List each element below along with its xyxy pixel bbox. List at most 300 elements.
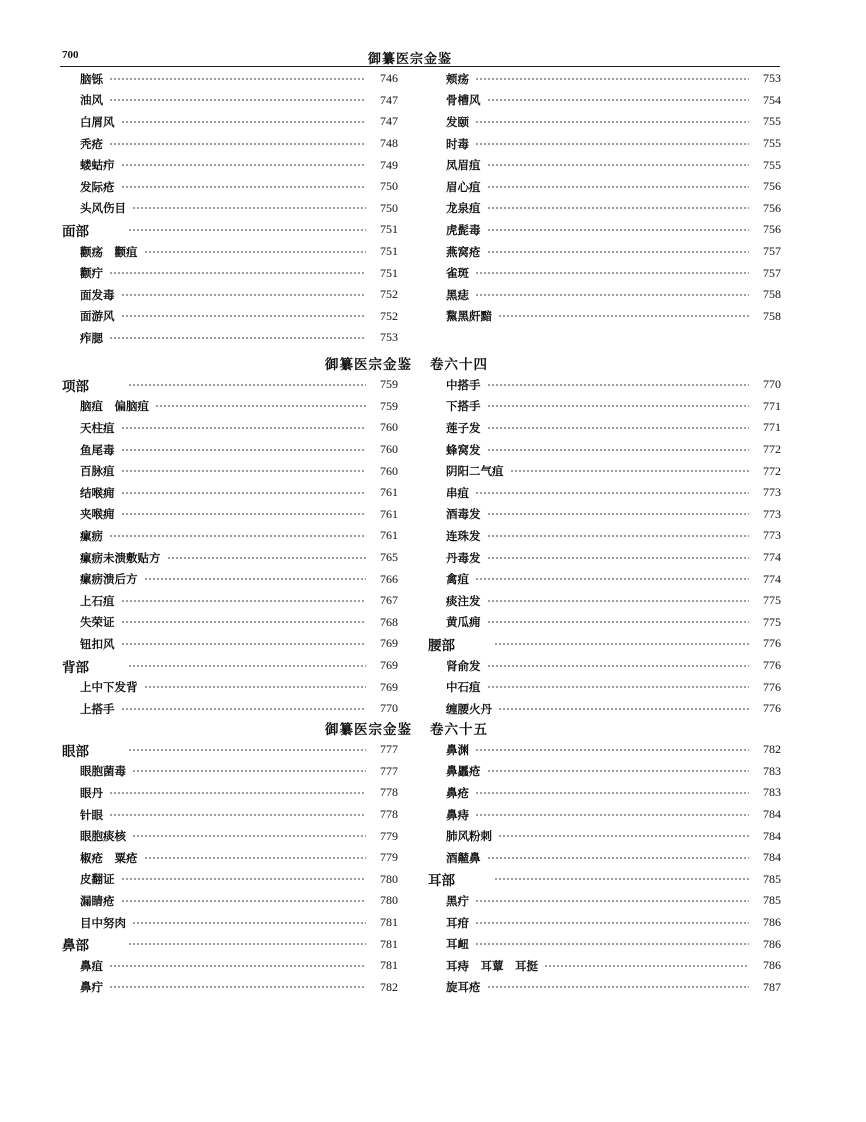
toc-column-right	[428, 374, 781, 720]
entry-page-number: 747	[380, 92, 398, 107]
dot-leader	[128, 749, 366, 751]
entry-page-number: 777	[380, 742, 398, 757]
running-title: 御纂医宗金鉴	[368, 52, 453, 67]
entry-page-number: 755	[763, 157, 781, 172]
toc-entry[interactable]	[80, 847, 398, 869]
entry-title: 脑疽 偏脑疽	[80, 399, 149, 414]
entry-title: 耳疳	[446, 915, 469, 930]
toc-entry[interactable]	[446, 568, 781, 590]
dot-leader	[144, 578, 367, 580]
entry-page-number: 751	[380, 244, 398, 259]
toc-part-entry[interactable]	[428, 869, 781, 891]
entry-page-number: 773	[763, 528, 781, 543]
dot-leader	[128, 943, 366, 945]
entry-page-number: 750	[380, 200, 398, 215]
dot-leader	[109, 99, 366, 101]
toc-entry[interactable]	[446, 417, 781, 439]
dot-leader	[109, 965, 366, 967]
toc-entry[interactable]	[80, 504, 398, 526]
toc-entry[interactable]	[80, 890, 398, 912]
toc-entry[interactable]	[80, 869, 398, 891]
entry-page-number: 760	[380, 420, 398, 435]
entry-title: 连珠发	[446, 528, 481, 543]
entry-title: 白屑风	[80, 114, 115, 129]
toc-entry[interactable]	[80, 568, 398, 590]
toc-part-entry[interactable]	[62, 219, 398, 241]
toc-entry[interactable]	[80, 68, 398, 90]
dot-leader	[121, 470, 367, 472]
dot-leader	[121, 449, 367, 451]
entry-title: 眼胞痰核	[80, 829, 126, 844]
entry-title: 头风伤目	[80, 201, 126, 216]
entry-title: 腰部	[428, 637, 455, 654]
toc-entry[interactable]	[446, 284, 781, 306]
entry-page-number: 786	[763, 915, 781, 930]
toc-entry[interactable]	[446, 460, 781, 482]
dot-leader	[121, 900, 367, 902]
entry-page-number: 760	[380, 463, 398, 478]
toc-column-right	[428, 739, 781, 998]
entry-page-number: 756	[763, 222, 781, 237]
dot-leader	[121, 878, 367, 880]
dot-leader	[487, 207, 750, 209]
dot-leader	[128, 384, 366, 386]
entry-page-number: 784	[763, 850, 781, 865]
entry-page-number: 761	[380, 506, 398, 521]
toc-part-entry[interactable]	[62, 739, 398, 761]
entry-page-number: 783	[763, 785, 781, 800]
entry-title: 丹毒发	[446, 550, 481, 565]
entry-page-number: 760	[380, 442, 398, 457]
toc-entry[interactable]	[446, 306, 781, 328]
dot-leader	[498, 708, 749, 710]
entry-title: 凤眉疽	[446, 158, 481, 173]
entry-title: 雀斑	[446, 266, 469, 281]
entry-title: 颊疡	[446, 71, 469, 86]
entry-page-number: 778	[380, 807, 398, 822]
dot-leader	[475, 749, 749, 751]
entry-title: 鱼尾毒	[80, 442, 115, 457]
dot-leader	[121, 643, 367, 645]
dot-leader	[155, 405, 366, 407]
entry-title: 鼻疽	[80, 958, 103, 973]
entry-page-number: 755	[763, 136, 781, 151]
dot-leader	[109, 78, 366, 80]
entry-page-number: 773	[763, 506, 781, 521]
toc-entry[interactable]	[446, 847, 781, 869]
dot-leader	[494, 643, 749, 645]
dot-leader	[487, 535, 750, 537]
toc-entry[interactable]	[446, 154, 781, 176]
entry-page-number: 774	[763, 550, 781, 565]
entry-title: 结喉痈	[80, 485, 115, 500]
toc-entry[interactable]	[446, 547, 781, 569]
toc-entry[interactable]	[446, 804, 781, 826]
entry-page-number: 770	[380, 701, 398, 716]
entry-title: 肾俞发	[446, 658, 481, 673]
entry-title: 眼部	[62, 743, 89, 760]
entry-page-number: 767	[380, 593, 398, 608]
toc-entry[interactable]	[80, 782, 398, 804]
entry-page-number: 758	[763, 308, 781, 323]
dot-leader	[475, 943, 749, 945]
toc-entry[interactable]	[80, 612, 398, 634]
entry-title: 蝼蛄疖	[80, 158, 115, 173]
toc-entry[interactable]	[80, 306, 398, 328]
entry-title: 天柱疽	[80, 420, 115, 435]
toc-entry[interactable]	[80, 241, 398, 263]
toc-entry[interactable]	[80, 804, 398, 826]
dot-leader	[109, 792, 366, 794]
entry-page-number: 781	[380, 958, 398, 973]
entry-title: 上搭手	[80, 701, 115, 716]
toc-entry[interactable]	[80, 90, 398, 112]
entry-title: 耳衄	[446, 937, 469, 952]
entry-page-number: 752	[380, 287, 398, 302]
entry-title: 痰注发	[446, 593, 481, 608]
dot-leader	[121, 600, 367, 602]
toc-entry[interactable]	[80, 676, 398, 698]
entry-title: 椒疮 粟疮	[80, 850, 138, 865]
dot-leader	[121, 294, 367, 296]
entry-title: 项部	[62, 378, 89, 395]
entry-page-number: 779	[380, 850, 398, 865]
entry-page-number: 753	[763, 71, 781, 86]
toc-entry[interactable]	[80, 396, 398, 418]
entry-title: 夹喉痈	[80, 507, 115, 522]
toc-entry[interactable]	[446, 374, 781, 396]
dot-leader	[121, 621, 367, 623]
entry-title: 酒齄鼻	[446, 850, 481, 865]
toc-part-entry[interactable]	[428, 633, 781, 655]
entry-title: 鼻痔	[446, 807, 469, 822]
toc-entry[interactable]	[80, 262, 398, 284]
entry-page-number: 780	[380, 893, 398, 908]
entry-page-number: 753	[380, 330, 398, 345]
dot-leader	[121, 708, 367, 710]
entry-title: 目中努肉	[80, 915, 126, 930]
entry-page-number: 749	[380, 157, 398, 172]
entry-title: 禽疽	[446, 572, 469, 587]
dot-leader	[132, 835, 366, 837]
dot-leader	[121, 186, 367, 188]
dot-leader	[494, 878, 749, 880]
dot-leader	[487, 384, 750, 386]
entry-page-number: 751	[380, 222, 398, 237]
entry-page-number: 757	[763, 265, 781, 280]
dot-leader	[475, 272, 749, 274]
volume-number: 卷六十四	[430, 357, 488, 373]
dot-leader	[487, 621, 750, 623]
toc-entry[interactable]	[446, 977, 781, 999]
entry-title: 脑铄	[80, 71, 103, 86]
entry-page-number: 759	[380, 398, 398, 413]
toc-entry[interactable]	[446, 890, 781, 912]
entry-title: 肺风粉刺	[446, 829, 492, 844]
toc-entry[interactable]	[80, 977, 398, 999]
toc-entry[interactable]	[80, 955, 398, 977]
entry-title: 瘰疬未溃敷贴方	[80, 550, 161, 565]
toc-column-left	[62, 374, 398, 720]
entry-title: 颧疡 颧疽	[80, 244, 138, 259]
entry-title: 耳部	[428, 873, 455, 890]
entry-title: 耳痔 耳蕈 耳挺	[446, 958, 538, 973]
entry-page-number: 748	[380, 136, 398, 151]
toc-entry[interactable]	[80, 547, 398, 569]
entry-page-number: 785	[763, 871, 781, 886]
dot-leader	[487, 427, 750, 429]
entry-page-number: 782	[380, 979, 398, 994]
toc-entry[interactable]	[80, 176, 398, 198]
toc-entry[interactable]	[80, 284, 398, 306]
volume-heading	[325, 353, 506, 373]
dot-leader	[544, 965, 749, 967]
dot-leader	[475, 492, 749, 494]
entry-title: 针眼	[80, 807, 103, 822]
toc-entry[interactable]	[446, 782, 781, 804]
toc-entry[interactable]	[446, 439, 781, 461]
dot-leader	[132, 770, 366, 772]
toc-entry[interactable]	[80, 327, 398, 349]
dot-leader	[487, 986, 750, 988]
dot-leader	[109, 272, 366, 274]
entry-page-number: 770	[763, 377, 781, 392]
toc-entry[interactable]	[80, 825, 398, 847]
dot-leader	[487, 229, 750, 231]
toc-entry[interactable]	[446, 933, 781, 955]
entry-page-number: 765	[380, 550, 398, 565]
entry-page-number: 786	[763, 958, 781, 973]
entry-page-number: 771	[763, 420, 781, 435]
entry-title: 鼻部	[62, 938, 89, 955]
entry-page-number: 771	[763, 398, 781, 413]
volume-book-title: 御纂医宗金鉴	[325, 357, 412, 373]
entry-page-number: 780	[380, 871, 398, 886]
dot-leader	[487, 665, 750, 667]
entry-title: 瘰疬溃后方	[80, 572, 138, 587]
toc-entry[interactable]	[80, 761, 398, 783]
dot-leader	[475, 143, 749, 145]
entry-title: 燕窝疮	[446, 244, 481, 259]
entry-page-number: 747	[380, 114, 398, 129]
entry-title: 发颐	[446, 114, 469, 129]
entry-page-number: 777	[380, 763, 398, 778]
dot-leader	[132, 207, 366, 209]
entry-title: 龙泉疽	[446, 201, 481, 216]
dot-leader	[487, 857, 750, 859]
entry-page-number: 752	[380, 308, 398, 323]
dot-leader	[487, 405, 750, 407]
entry-title: 发际疮	[80, 179, 115, 194]
toc-entry[interactable]	[446, 198, 781, 220]
toc-entry[interactable]	[80, 439, 398, 461]
entry-title: 阴阳二气疽	[446, 464, 504, 479]
entry-title: 失荣证	[80, 615, 115, 630]
toc-entry[interactable]	[446, 176, 781, 198]
toc-column-left	[62, 739, 398, 998]
entry-page-number: 781	[380, 936, 398, 951]
entry-title: 漏睛疮	[80, 893, 115, 908]
dot-leader	[128, 229, 366, 231]
entry-page-number: 775	[763, 614, 781, 629]
toc-entry[interactable]	[446, 525, 781, 547]
entry-page-number: 758	[763, 287, 781, 302]
toc-entry[interactable]	[446, 825, 781, 847]
dot-leader	[487, 251, 750, 253]
toc-entry[interactable]	[446, 504, 781, 526]
toc-part-entry[interactable]	[62, 655, 398, 677]
toc-entry[interactable]	[80, 590, 398, 612]
toc-entry[interactable]	[446, 219, 781, 241]
toc-entry[interactable]	[80, 482, 398, 504]
entry-title: 莲子发	[446, 420, 481, 435]
entry-title: 瘰疬	[80, 528, 103, 543]
toc-entry[interactable]	[80, 912, 398, 934]
entry-page-number: 787	[763, 979, 781, 994]
toc-entry[interactable]	[446, 133, 781, 155]
entry-page-number: 769	[380, 636, 398, 651]
entry-title: 酒毒发	[446, 507, 481, 522]
entry-page-number: 776	[763, 636, 781, 651]
entry-title: 旋耳疮	[446, 980, 481, 995]
dot-leader	[132, 922, 366, 924]
entry-title: 黧黑皯黯	[446, 309, 492, 324]
entry-title: 面部	[62, 223, 89, 240]
entry-title: 上石疽	[80, 593, 115, 608]
entry-title: 眼胞菌毒	[80, 764, 126, 779]
toc-entry[interactable]	[446, 262, 781, 284]
entry-page-number: 776	[763, 658, 781, 673]
toc-entry[interactable]	[446, 698, 781, 720]
toc-entry[interactable]	[80, 698, 398, 720]
entry-page-number: 779	[380, 828, 398, 843]
entry-title: 串疽	[446, 485, 469, 500]
entry-title: 鼻疔	[80, 980, 103, 995]
dot-leader	[475, 294, 749, 296]
toc-entry[interactable]	[446, 90, 781, 112]
dot-leader	[487, 770, 750, 772]
entry-title: 中石疽	[446, 680, 481, 695]
entry-page-number: 772	[763, 442, 781, 457]
entry-title: 虎髭毒	[446, 222, 481, 237]
entry-title: 中搭手	[446, 377, 481, 392]
entry-page-number: 768	[380, 614, 398, 629]
dot-leader	[144, 251, 367, 253]
dot-leader	[109, 143, 366, 145]
dot-leader	[487, 686, 750, 688]
volume-heading	[325, 718, 506, 738]
dot-leader	[475, 121, 749, 123]
dot-leader	[475, 900, 749, 902]
entry-page-number: 769	[380, 679, 398, 694]
dot-leader	[487, 600, 750, 602]
entry-page-number: 756	[763, 200, 781, 215]
dot-leader	[487, 557, 750, 559]
dot-leader	[109, 814, 366, 816]
toc-entry[interactable]	[446, 912, 781, 934]
entry-title: 骨槽风	[446, 93, 481, 108]
toc-entry[interactable]	[446, 111, 781, 133]
entry-title: 面发毒	[80, 287, 115, 302]
page-number: 700	[62, 49, 79, 61]
dot-leader	[510, 470, 750, 472]
entry-title: 眼丹	[80, 785, 103, 800]
entry-page-number: 754	[763, 92, 781, 107]
entry-page-number: 751	[380, 265, 398, 280]
toc-column-right	[446, 68, 781, 327]
entry-title: 黑疔	[446, 893, 469, 908]
dot-leader	[498, 835, 749, 837]
entry-page-number: 756	[763, 179, 781, 194]
dot-leader	[121, 513, 367, 515]
toc-entry[interactable]	[446, 482, 781, 504]
dot-leader	[487, 513, 750, 515]
entry-title: 颧疔	[80, 266, 103, 281]
dot-leader	[121, 121, 367, 123]
dot-leader	[475, 814, 749, 816]
entry-page-number: 781	[380, 915, 398, 930]
toc-entry[interactable]	[446, 761, 781, 783]
dot-leader	[128, 665, 366, 667]
toc-entry[interactable]	[80, 417, 398, 439]
toc-entry[interactable]	[446, 612, 781, 634]
toc-entry[interactable]	[80, 633, 398, 655]
toc-entry[interactable]	[80, 460, 398, 482]
toc-entry[interactable]	[446, 68, 781, 90]
toc-entry[interactable]	[446, 676, 781, 698]
dot-leader	[475, 922, 749, 924]
entry-title: 下搭手	[446, 399, 481, 414]
toc-entry[interactable]	[80, 111, 398, 133]
dot-leader	[121, 492, 367, 494]
entry-title: 眉心疽	[446, 179, 481, 194]
dot-leader	[498, 315, 749, 317]
toc-entry[interactable]	[80, 198, 398, 220]
entry-title: 钮扣风	[80, 636, 115, 651]
toc-entry[interactable]	[446, 739, 781, 761]
dot-leader	[121, 164, 367, 166]
entry-page-number: 774	[763, 571, 781, 586]
entry-page-number: 776	[763, 679, 781, 694]
entry-title: 百脉疽	[80, 464, 115, 479]
toc-part-entry[interactable]	[62, 374, 398, 396]
toc-entry[interactable]	[446, 241, 781, 263]
entry-page-number: 757	[763, 244, 781, 259]
dot-leader	[475, 78, 749, 80]
entry-title: 鼻渊	[446, 742, 469, 757]
entry-page-number: 778	[380, 785, 398, 800]
toc-part-entry[interactable]	[62, 933, 398, 955]
entry-title: 痄腮	[80, 330, 103, 345]
entry-page-number: 786	[763, 936, 781, 951]
toc-entry[interactable]	[446, 396, 781, 418]
toc-entry[interactable]	[80, 133, 398, 155]
dot-leader	[475, 792, 749, 794]
entry-page-number: 766	[380, 571, 398, 586]
entry-page-number: 769	[380, 658, 398, 673]
dot-leader	[121, 427, 367, 429]
toc-entry[interactable]	[446, 655, 781, 677]
toc-entry[interactable]	[446, 955, 781, 977]
dot-leader	[121, 315, 367, 317]
toc-entry[interactable]	[80, 154, 398, 176]
toc-entry[interactable]	[80, 525, 398, 547]
toc-entry[interactable]	[446, 590, 781, 612]
dot-leader	[487, 164, 750, 166]
running-header	[60, 49, 780, 67]
entry-page-number: 746	[380, 71, 398, 86]
entry-title: 鼻疮	[446, 785, 469, 800]
